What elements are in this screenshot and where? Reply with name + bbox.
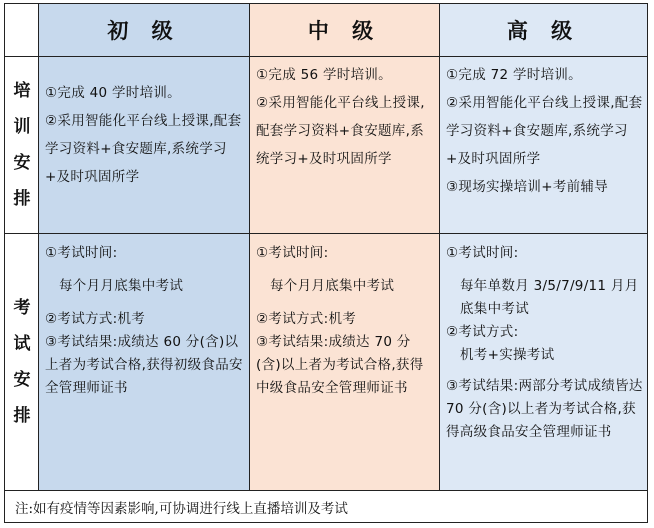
exam-level3-method-label: ②考试方式: (446, 324, 519, 340)
exam-level2-time-label: ①考试时间: (256, 245, 329, 261)
exam-level1-result: ③考试结果:成绩达 60 分(含)以上者为考试合格,获得初级食品安全管理师证书 (45, 334, 243, 396)
exam-level1-method: ②考试方式:机考 (45, 311, 146, 327)
header-level2: 中 级 (307, 18, 382, 43)
exam-level1-time-label: ①考试时间: (45, 245, 118, 261)
training-level1 (39, 57, 249, 233)
exam-level1 (39, 234, 249, 490)
footer-note: 注:如有疫情等因素影响,可协调进行线上直播培训及考试 (15, 500, 348, 517)
divider (5, 490, 647, 491)
training-level2 (250, 57, 439, 233)
training-level1-item1: ①完成 40 学时培训。 (45, 85, 181, 101)
exam-level2 (250, 234, 439, 490)
exam-level3 (440, 234, 647, 490)
exam-level3-time-value: 每年单数月 3/5/7/9/11 月月底集中考试 (460, 278, 639, 317)
divider (5, 233, 647, 234)
exam-level2-result: ③考试结果:成绩达 70 分(含)以上者为考试合格,获得中级食品安全管理师证书 (256, 334, 424, 396)
training-level1-item2: ②采用智能化平台线上授课,配套学习资料+食安题库,系统学习+及时巩固所学 (45, 113, 242, 185)
divider (439, 4, 440, 490)
header-level1: 初 级 (107, 18, 181, 43)
training-level3 (440, 57, 647, 233)
exam-level1-time-value: 每个月月底集中考试 (59, 278, 184, 294)
comparison-table (4, 3, 648, 523)
exam-level3-result: ③考试结果:两部分考试成绩皆达 70 分(含)以上者为考试合格,获得高级食品安全管理师证书 (446, 378, 643, 440)
exam-level3-time-label: ①考试时间: (446, 245, 519, 261)
training-level3-item3: ③现场实操培训+考前辅导 (446, 179, 609, 195)
exam-level2-method: ②考试方式:机考 (256, 311, 357, 327)
header-level3: 高 级 (506, 18, 581, 43)
divider (38, 4, 39, 490)
training-level2-item2: ②采用智能化平台线上授课,配套学习资料+食安题库,系统学习+及时巩固所学 (256, 95, 425, 167)
training-level3-item2: ②采用智能化平台线上授课,配套学习资料+食安题库,系统学习+及时巩固所学 (446, 95, 643, 167)
training-level3-item1: ①完成 72 学时培训。 (446, 67, 582, 83)
row-label-training: 培 训 安 排 (13, 81, 31, 209)
exam-level3-method-value: 机考+实操考试 (460, 347, 555, 363)
exam-level2-time-value: 每个月月底集中考试 (270, 278, 395, 294)
training-level2-item1: ①完成 56 学时培训。 (256, 67, 392, 83)
divider (5, 56, 647, 57)
row-label-exam: 考 试 安 排 (13, 298, 31, 426)
divider (249, 4, 250, 490)
